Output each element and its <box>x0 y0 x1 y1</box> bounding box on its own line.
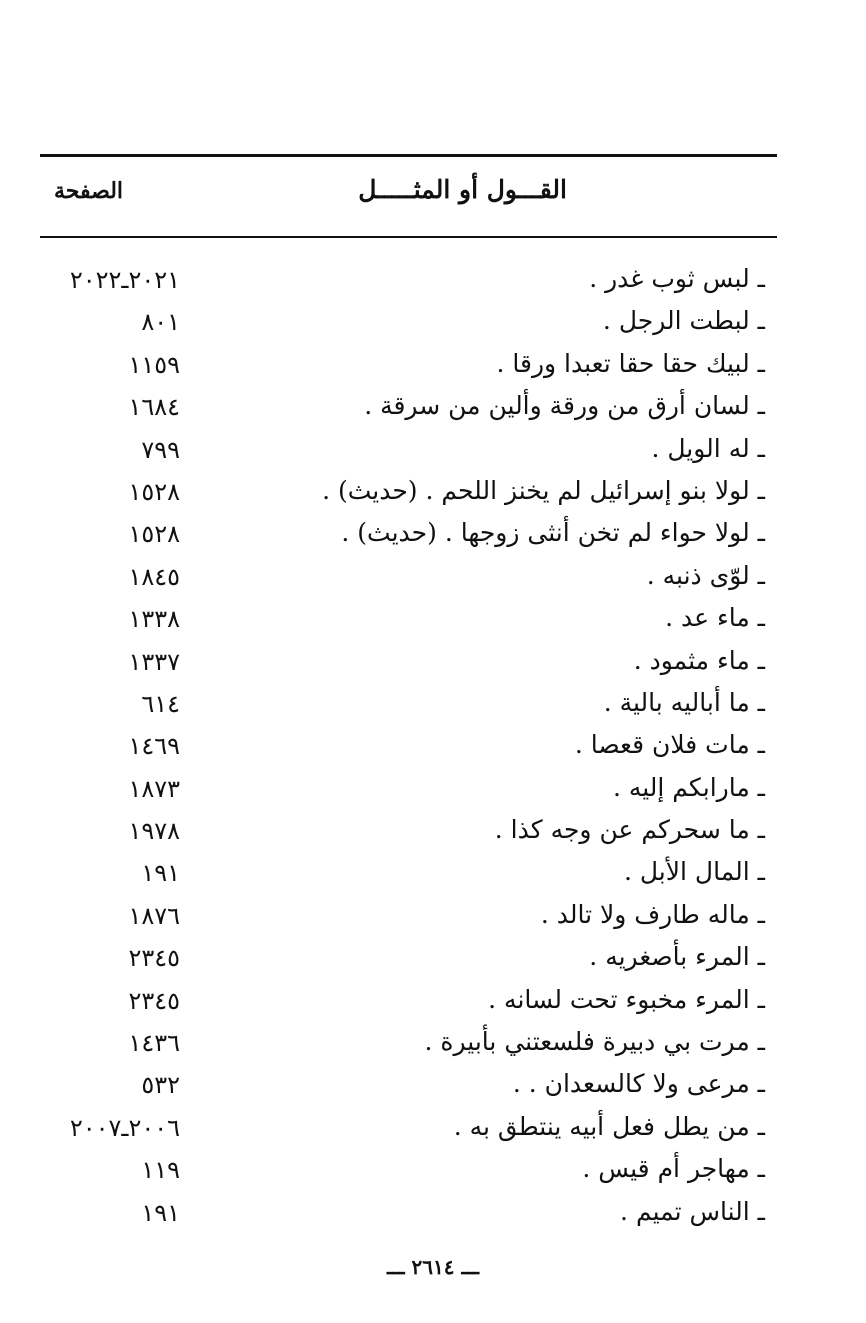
entry-saying: ـ مات فلان قعصا . <box>574 730 765 760</box>
entry-saying: ـ لبس ثوب غدر . <box>589 264 765 293</box>
entry-page: ٥٣٢ <box>141 1071 180 1100</box>
entry-row <box>40 686 777 728</box>
entry-saying: ـ لبطت الرجل . <box>602 306 765 336</box>
entry-page: ١٦٨٤ <box>128 393 180 422</box>
entry-saying: ـ من يطل فعل أبيه ينتطق به . <box>453 1111 765 1141</box>
entry-saying: ـ ماء مثمود . <box>633 645 765 675</box>
entry-page: ١٩١ <box>141 859 180 888</box>
saying-column-header: القـــول أو المثـــــل <box>358 175 567 204</box>
entry-saying: ـ مرعى ولا كالسعدان . . <box>512 1069 765 1099</box>
table-header <box>40 175 777 215</box>
entry-page: ١٨٤٥ <box>128 562 180 591</box>
entry-row <box>40 983 777 1025</box>
top-rule <box>40 154 777 157</box>
entry-page: ١٨٧٦ <box>128 901 180 930</box>
header-rule <box>40 236 777 238</box>
entry-row <box>40 644 777 686</box>
entry-saying: ـ ماء عد . <box>665 603 765 633</box>
entry-saying: ـ مرت بي دبيرة فلسعتني بأبيرة . <box>424 1027 765 1057</box>
entry-row <box>40 559 777 601</box>
entry-row <box>40 728 777 770</box>
entry-page: ١١٩ <box>141 1156 180 1185</box>
entry-row <box>40 347 777 389</box>
entry-page: ١٨٧٣ <box>128 774 180 803</box>
page-number: ـــ ٢٦١٤ ـــ <box>386 1255 480 1279</box>
entry-saying: ـ لوّى ذنبه . <box>646 560 765 590</box>
entry-saying: ـ المرء بأصغريه . <box>589 942 765 972</box>
entry-saying: ـ لولا بنو إسرائيل لم يخنز اللحم . (حديث) . <box>322 475 765 505</box>
entry-page: ١٩٧٨ <box>128 817 180 846</box>
entries-list <box>40 262 777 1237</box>
entry-page: ٢٣٤٥ <box>128 986 180 1015</box>
entry-saying: ـ لولا حواء لم تخن أنثى زوجها . (حديث) . <box>341 518 765 548</box>
page-column-header: الصفحة <box>54 178 124 204</box>
entry-page: ٧٩٩ <box>141 435 180 464</box>
entry-row <box>40 1025 777 1067</box>
entry-saying: ـ المال الأبل . <box>623 857 765 887</box>
entry-page: ٦١٤ <box>141 689 180 718</box>
entry-page: ١١٥٩ <box>128 350 180 379</box>
entry-saying: ـ لسان أرق من ورقة وألين من سرقة . <box>364 391 765 421</box>
entry-page: ٢٠٢١ـ٢٠٢٢ <box>69 266 180 294</box>
entry-saying: ـ ما سحركم عن وجه كذا . <box>494 815 765 845</box>
entry-page: ٢٣٤٥ <box>128 944 180 973</box>
entry-page: ١٤٣٦ <box>128 1029 180 1058</box>
entry-saying: ـ مارابكم إليه . <box>612 772 765 802</box>
entry-row <box>40 813 777 855</box>
entry-page: ١٣٣٨ <box>128 605 180 634</box>
entry-row <box>40 1067 777 1109</box>
entry-page: ١٣٣٧ <box>128 647 180 676</box>
entry-row <box>40 1152 777 1194</box>
entry-row <box>40 474 777 516</box>
entry-row <box>40 940 777 982</box>
entry-saying: ـ لبيك حقا حقا تعبدا ورقا . <box>496 348 765 378</box>
entry-row <box>40 771 777 813</box>
entry-saying: ـ له الويل . <box>651 433 765 463</box>
entry-row <box>40 898 777 940</box>
entry-page: ٢٠٠٦ـ٢٠٠٧ <box>69 1113 180 1142</box>
entry-row <box>40 304 777 346</box>
entry-row <box>40 432 777 474</box>
entry-row <box>40 389 777 431</box>
entry-row <box>40 1195 777 1237</box>
entry-saying: ـ ما أباليه بالية . <box>603 687 765 717</box>
entry-row <box>40 601 777 643</box>
entry-row <box>40 262 777 304</box>
entry-saying: ـ المرء مخبوء تحت لسانه . <box>488 984 765 1014</box>
entry-row <box>40 1110 777 1152</box>
entry-row <box>40 855 777 897</box>
entry-page: ١٥٢٨ <box>128 477 180 506</box>
entry-row <box>40 516 777 558</box>
entry-saying: ـ ماله طارف ولا تالد . <box>540 899 765 929</box>
entry-page: ١٩١ <box>141 1198 180 1227</box>
entry-saying: ـ الناس تميم . <box>620 1196 765 1226</box>
entry-page: ٨٠١ <box>141 308 180 337</box>
entry-page: ١٤٦٩ <box>128 732 180 761</box>
entry-page: ١٥٢٨ <box>128 520 180 549</box>
entry-saying: ـ مهاجر أم قيس . <box>582 1154 765 1184</box>
